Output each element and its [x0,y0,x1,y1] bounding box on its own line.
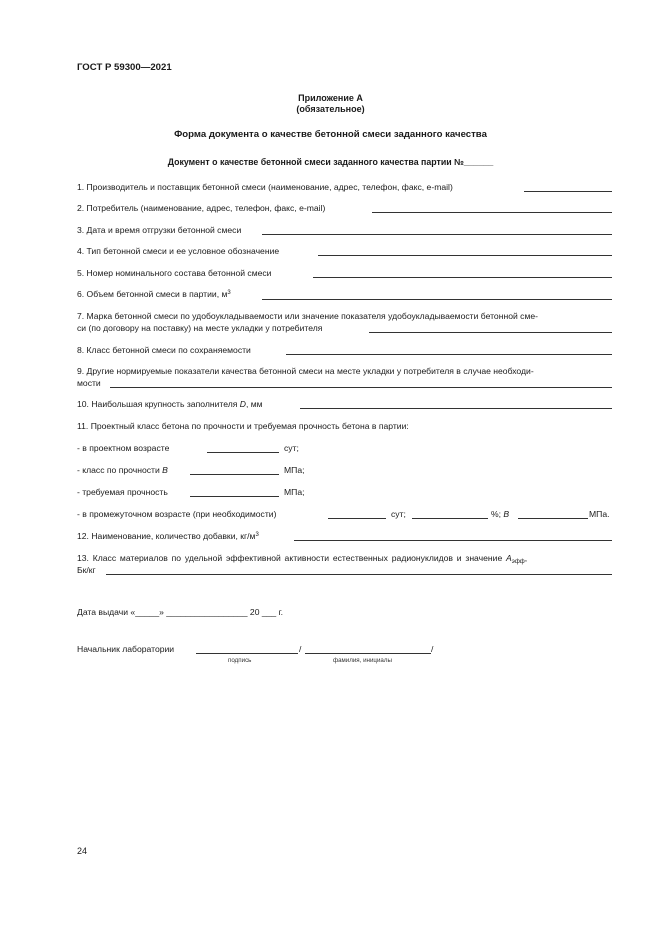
appendix-title: Приложение А [298,93,363,103]
item-6-superscript: 3 [227,290,231,296]
item-1-label: 1. Производитель и поставщик бетонной смеси (наименование, адрес, телефон, факс, e-mail) [77,182,453,192]
item-8-field[interactable] [286,354,612,355]
item-8-label: 8. Класс бетонной смеси по сохраняемости [77,345,251,355]
item-13-label-line2: Бк/кг [77,565,96,575]
item-11b-label: - класс по прочности B [77,465,168,475]
item-11d-unit-mpa: МПа. [589,509,610,519]
item-13-subscript: эфф [511,559,525,565]
item-11c-unit: МПа; [284,487,305,497]
issue-date-label: Дата выдачи «_____» _________________ 20 ___ г. [77,607,284,617]
item-11c-field[interactable] [190,496,279,497]
signature-slash: / [299,644,302,654]
item-3-label: 3. Дата и время отгрузки бетонной смеси [77,225,242,235]
item-9-label-line1: 9. Другие нормируемые показатели качества бетонной смеси на месте укладки у потребителя в случае необходи- [77,366,534,376]
item-11-label: 11. Проектный класс бетона по прочности и требуемая прочность бетона в партии: [77,421,409,431]
item-5-field[interactable] [313,277,612,278]
item-6-field[interactable] [262,299,612,300]
item-11b-field[interactable] [190,474,279,475]
item-13-field[interactable] [106,574,612,575]
item-11c-label: - требуемая прочность [77,487,168,497]
appendix-note: (обязательное) [296,104,365,114]
form-title: Форма документа о качестве бетонной смеси заданного качества [174,129,487,140]
item-11a-unit: сут; [284,443,299,453]
item-2-field[interactable] [372,212,612,213]
item-10-field[interactable] [300,408,612,409]
item-6-label: 6. Объем бетонной смеси в партии, $м^3$ [77,289,231,299]
item-12-superscript: 3 [255,532,259,538]
item-11a-field[interactable] [207,452,279,453]
item-3-field[interactable] [262,234,612,235]
page-number: 24 [77,846,88,856]
item-4-field[interactable] [318,255,612,256]
item-12-field[interactable] [294,540,612,541]
signature-slash-end: / [431,644,434,654]
item-11d-unit-days: сут; [391,509,406,519]
item-11d-label: - в промежуточном возрасте (при необходимости) [77,509,277,519]
item-4-label: 4. Тип бетонной смеси и ее условное обозначение [77,246,280,256]
document-title: Документ о качестве бетонной смеси заданного качества партии №______ [167,157,494,167]
signature-field[interactable] [196,653,298,654]
signature-caption: подпись [228,657,252,664]
name-field[interactable] [305,653,431,654]
item-7-field[interactable] [369,332,612,333]
signature-label: Начальник лаборатории [77,644,175,654]
item-11d-field-age[interactable] [328,518,386,519]
item-13-label-line1: 13. Класс материалов по удельной эффективной активности естественных радионуклидов и значение $А_{эфф}$, [77,553,528,565]
item-11d-field-class[interactable] [518,518,588,519]
item-11d-unit-percent: %; B [491,509,510,519]
name-caption: фамилия, инициалы [333,657,392,664]
standard-header: ГОСТ Р 59300—2021 [77,62,172,73]
item-9-field[interactable] [110,387,612,388]
item-11d-field-percent[interactable] [412,518,488,519]
item-11a-label: - в проектном возрасте [77,443,170,453]
item-7-label-line1: 7. Марка бетонной смеси по удобоукладываемости или значение показателя удобоукладываемости бетонной сме- [77,311,539,321]
item-9-label-line2: мости [77,378,101,388]
item-5-label: 5. Номер номинального состава бетонной смеси [77,268,272,278]
item-1-field[interactable] [524,191,612,192]
item-7-label-line2: си (по договору на поставку) на месте укладки у потребителя [77,323,323,333]
item-12-label: 12. Наименование, количество добавки, $кг/м^3$ [77,531,259,541]
item-11b-unit: МПа; [284,465,305,475]
item-2-label: 2. Потребитель (наименование, адрес, телефон, факс, e-mail) [77,203,326,213]
item-10-label: 10. Наибольшая крупность заполнителя D, мм [77,399,263,409]
